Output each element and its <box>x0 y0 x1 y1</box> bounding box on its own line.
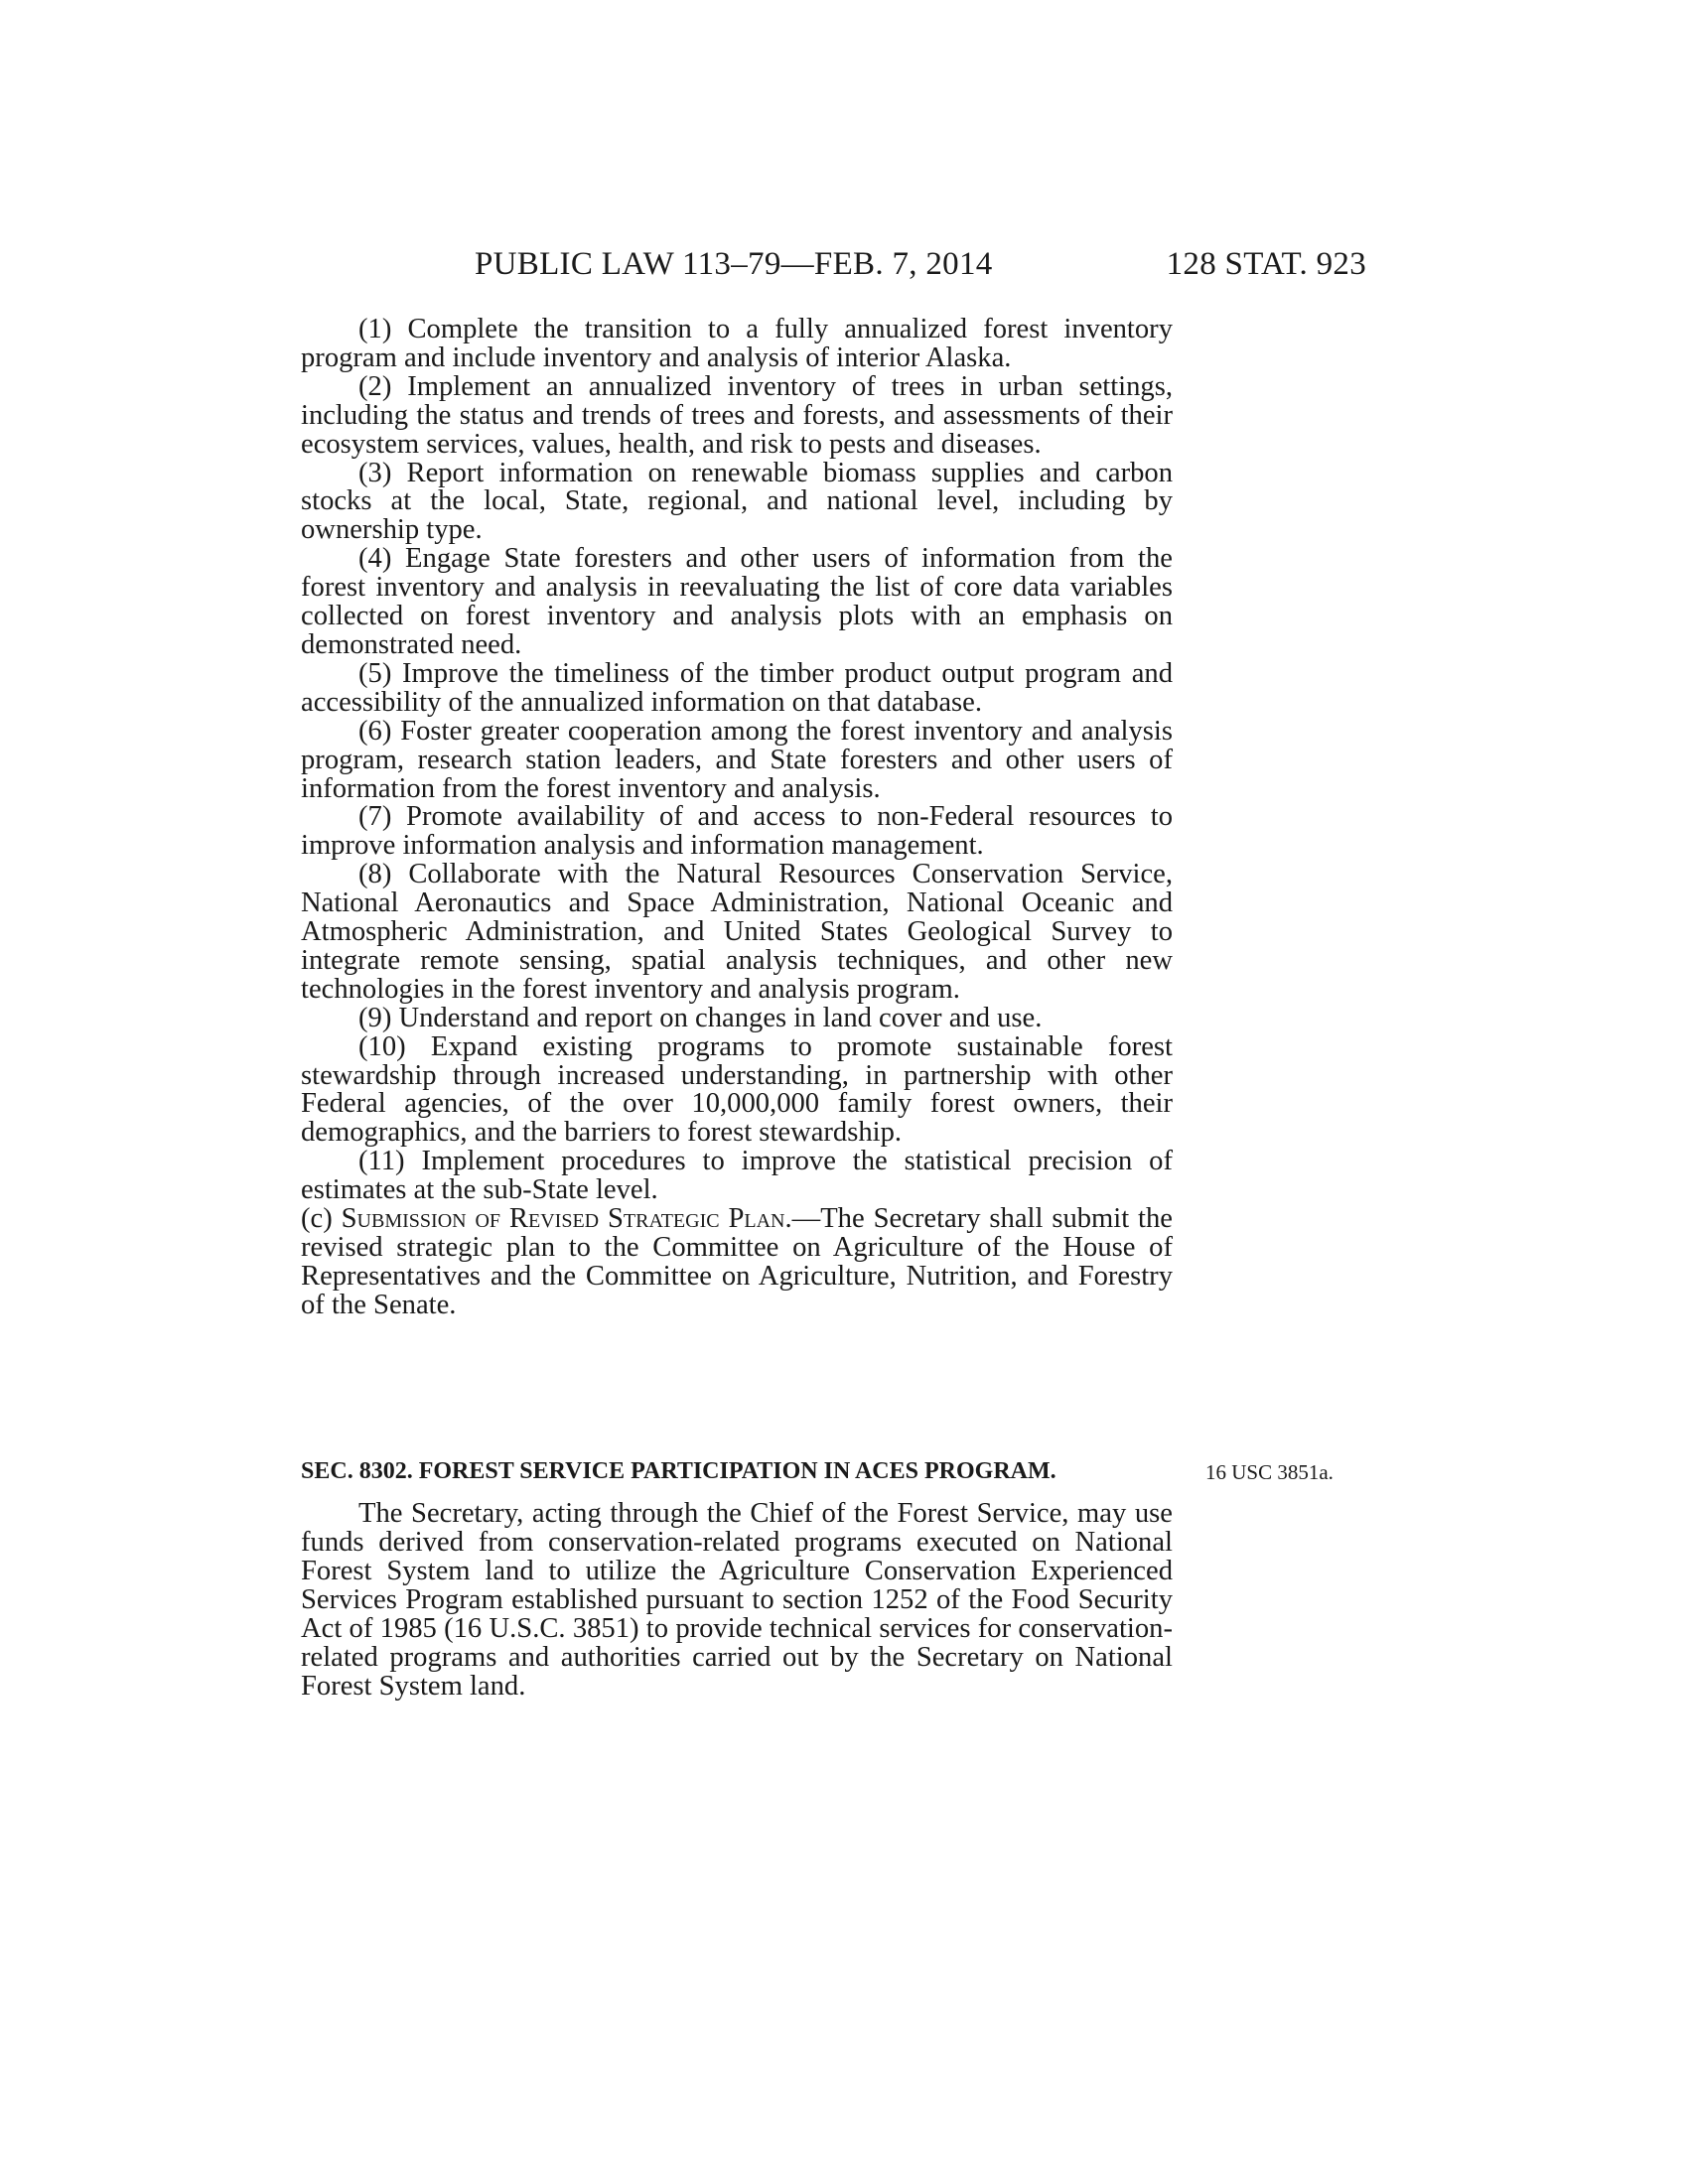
list-item: (3) Report information on renewable biomass supplies and carbon stocks at the local, State, regional, and national level, including by ownership type. <box>301 457 1173 546</box>
list-item: (8) Collaborate with the Natural Resources Conservation Service, National Aeronautics and Space Administration, National Oceanic and Atmospheric Administration, and United States Geological Survey to integrate remote sensing, spatial analysis techniques, and other new technologies in the forest inventory and analysis program. <box>301 859 1173 1005</box>
section-paragraph: The Secretary, acting through the Chief of the Forest Service, may use funds derived from conservation-related programs executed on National Forest System land to utilize the Agriculture Conservation Experienced Services Program established pursuant to section 1252 of the Food Security Act of 1985 (16 U.S.C. 3851) to provide technical services for conservation-related programs and authorities carried out by the Secretary on National Forest System land. <box>301 1498 1173 1702</box>
list-item: (6) Foster greater cooperation among the forest inventory and analysis program, research station leaders, and State foresters and other users of information from the forest inventory and analysis. <box>301 715 1173 804</box>
running-header-title: PUBLIC LAW 113–79—FEB. 7, 2014 <box>475 246 993 282</box>
list-item: (9) Understand and report on changes in land cover and use. <box>358 1002 1043 1033</box>
section-body <box>301 1499 1173 1701</box>
subsection-c-heading: Submission of Revised Strategic Plan. <box>341 1203 792 1235</box>
list-item: (4) Engage State foresters and other users of information from the forest inventory and analysis in reevaluating the list of core data variables collected on forest inventory and analysis plots with an emphasis on demonstrated need. <box>301 543 1173 660</box>
subsection-c <box>301 1205 1173 1320</box>
subsection-c-label: (c) <box>301 1203 333 1235</box>
list-item: (2) Implement an annualized inventory of trees in urban settings, including the status and trends of trees and forests, and assessments of their ecosystem services, values, health, and risk to pests and diseases. <box>301 370 1173 460</box>
usc-margin-note: 16 USC 3851a. <box>1205 1460 1334 1484</box>
subsection-c-text: —The Secretary shall submit the revised strategic plan to the Committee on Agriculture of the House of Representatives and the Committee on Agriculture, Nutrition, and Forestry of the Senate. <box>301 1203 1173 1320</box>
list-item: (5) Improve the timeliness of the timber product output program and accessibility of the annualized information on that database. <box>301 657 1173 718</box>
list-item: (1) Complete the transition to a fully annualized forest inventory program and include inventory and analysis of interior Alaska. <box>301 314 1173 373</box>
subsection-b-list <box>301 316 1173 1320</box>
section-heading: SEC. 8302. FOREST SERVICE PARTICIPATION IN ACES PROGRAM. <box>301 1458 1056 1484</box>
running-header-page-ref: 128 STAT. 923 <box>1166 246 1366 282</box>
list-item: (7) Promote availability of and access to non-Federal resources to improve information analysis and information management. <box>301 801 1173 862</box>
list-item: (10) Expand existing programs to promote sustainable forest stewardship through increased understanding, in partnership with other Federal agencies, of the over 10,000,000 family forest owners, their demographics, and the barriers to forest stewardship. <box>301 1030 1173 1149</box>
list-item: (11) Implement procedures to improve the statistical precision of estimates at the sub-State level. <box>301 1146 1173 1206</box>
